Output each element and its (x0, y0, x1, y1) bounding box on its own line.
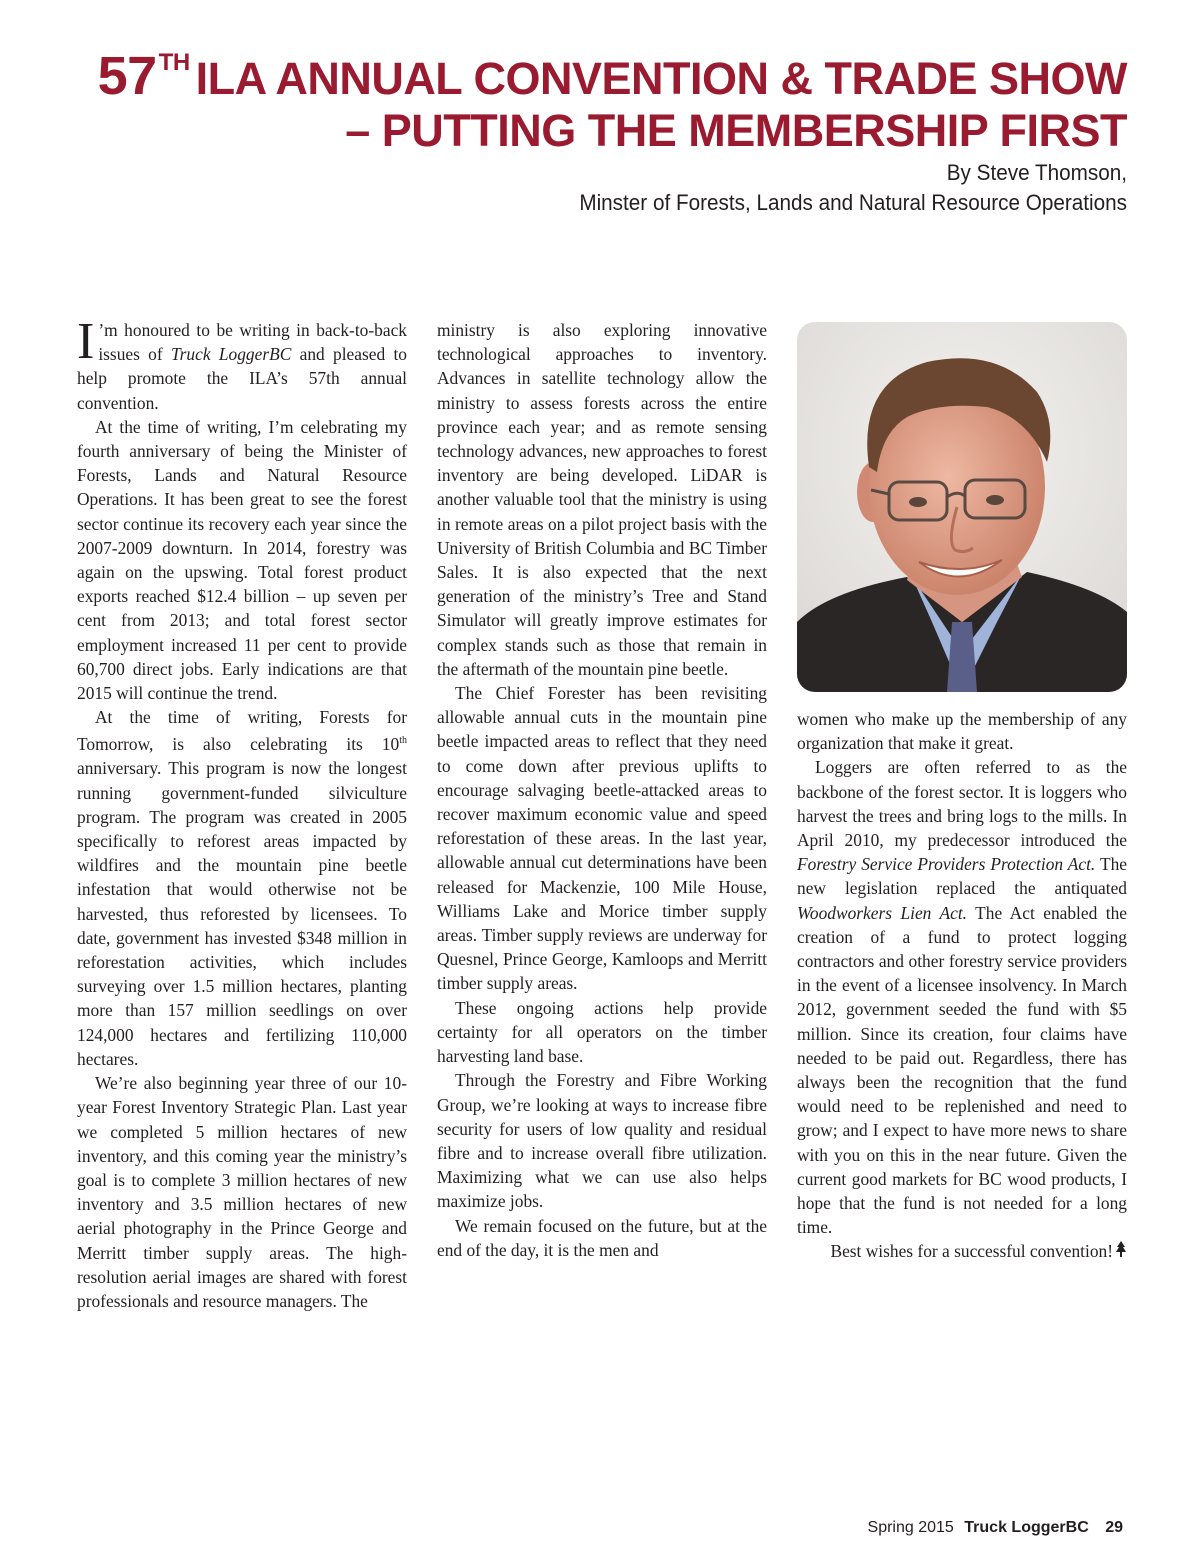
issue-season: Spring 2015 (867, 1519, 954, 1536)
article-title (47, 46, 1127, 157)
legislation-name: Forestry Service Providers Protection Act. (797, 854, 1096, 875)
paragraph-text: anniversary. This program is now the longest running government-funded silviculture program. The program was created in 2005 specifically to reforest areas impacted by wildfires and the mountain pine beetle infestation that would otherwise not be harvested, thus reforested by licensees. To date, government has invested $348 million in reforestation activities, which includes surveying over 1.5 million hectares, planting more than 157 million seedlings on over 124,000 hectares and fertilizing 110,000 hectares. (77, 758, 407, 1069)
superscript: th (399, 735, 407, 747)
article-column-3 (797, 707, 1127, 1264)
paragraph: Through the Forestry and Fibre Working Group, we’re looking at ways to increase fibre security for users of low quality and residual fibre and to increase overall fibre utilization. Maximizing what we can use also helps maximize jobs. (437, 1070, 767, 1212)
tree-icon (1115, 1239, 1127, 1263)
portrait-illustration (797, 322, 1127, 692)
title-superscript: TH (158, 49, 190, 76)
page-footer (868, 1519, 1123, 1537)
page-number: 29 (1105, 1519, 1123, 1536)
magazine-name: Truck LoggerBC (170, 344, 292, 365)
byline-role: Minster of Forests, Lands and Natural Resource Operations (579, 190, 1127, 215)
paragraph (77, 705, 407, 1071)
title-line-2: – PUTTING THE MEMBERSHIP FIRST (345, 105, 1127, 156)
paragraph (77, 313, 407, 415)
byline (391, 158, 1127, 218)
paragraph: We’re also beginning year three of our 10-year Forest Inventory Strategic Plan. Last year we completed 5 million hectares of new inventory, and this coming year the ministry’s goal is to complete 3 million hectares of new inventory and 3.5 million hectares of new aerial photography in the Prince George and Merritt timber supply areas. The high-resolution aerial images are shared with forest professionals and resource managers. The (77, 1073, 407, 1311)
byline-author: By Steve Thomson, (946, 160, 1127, 185)
paragraph (797, 755, 1127, 1239)
paragraph: women who make up the membership of any organization that make it great. (797, 709, 1127, 754)
paragraph: We remain focused on the future, but at the end of the day, it is the men and (437, 1215, 767, 1260)
closing-text: Best wishes for a successful convention! (830, 1241, 1113, 1262)
drop-cap: I (77, 313, 95, 370)
title-number: 57 (97, 46, 157, 106)
title-line-1 (97, 46, 1127, 106)
closing-line (797, 1239, 1127, 1263)
legislation-name: Woodworkers Lien Act. (797, 902, 968, 923)
article-column-1 (77, 313, 407, 1313)
paragraph: ministry is also exploring innovative technological approaches to inventory. Advances in satellite technology allow the ministry to assess forests across the entire province each year; and as remote sensing technology advances, new approaches to forest inventory are being developed. LiDAR is another valuable tool that the ministry is using in remote areas on a pilot project basis with the University of British Columbia and BC Timber Sales. It is also expected that the next generation of the ministry’s Tree and Stand Simulator will greatly improve estimates for complex stands such as those that remain in the aftermath of the mountain pine beetle. (437, 320, 767, 679)
title-line-1-text: ILA ANNUAL CONVENTION & TRADE SHOW (195, 53, 1127, 104)
paragraph-text: ’m honoured to be writing in back-to-back issues of (98, 320, 407, 365)
paragraph-text: At the time of writing, Forests for Tomorrow, is also celebrating its 10 (77, 707, 407, 755)
paragraph: At the time of writing, I’m celebrating my fourth anniversary of being the Minister of Forests, Lands and Natural Resource Operations. It has been great to see the forest sector continue its recovery each year since the 2007-2009 downturn. In 2014, forestry was again on the upswing. Total forest product exports reached $12.4 billion – up seven per cent from 2013; and total forest sector employment increased 11 per cent to provide 60,700 direct jobs. Early indications are that 2015 will continue the trend. (77, 416, 407, 704)
magazine-title: Truck LoggerBC (964, 1519, 1089, 1536)
paragraph-text: and pleased to help promote the ILA’s 57th annual convention. (77, 344, 407, 413)
paragraph: These ongoing actions help provide certainty for all operators on the timber harvesting land base. (437, 997, 767, 1067)
paragraph-text: The new legislation replaced the antiquated (797, 854, 1127, 899)
paragraph-text: The Act enabled the creation of a fund to protect logging contractors and other forestry service providers in the event of a licensee insolvency. In March 2012, government seeded the fund with $5 million. Since its creation, four claims have needed to be paid out. Regardless, there has always been the recognition that the fund would need to be replenished and need to grow; and I expect to have more news to share with you on this in the near future. Given the current good markets for BC wood products, I hope that the fund is not needed for a long time. (797, 902, 1127, 1238)
author-photo (797, 322, 1127, 692)
paragraph: The Chief Forester has been revisiting allowable annual cuts in the mountain pine beetle impacted areas to reflect that they need to come down after previous uplifts to encourage salvaging beetle-attacked areas to recover maximum economic value and speed reforestation of these areas. In the last year, allowable annual cut determinations have been released for Mackenzie, 100 Mile House, Williams Lake and Morice timber supply areas. Timber supply reviews are underway for Quesnel, Prince George, Kamloops and Merritt timber supply areas. (437, 683, 767, 994)
paragraph-text: Loggers are often referred to as the backbone of the forest sector. It is loggers who harvest the trees and bring logs to the mills. In April 2010, my predecessor introduced the (797, 757, 1127, 851)
article-column-2 (437, 318, 767, 1262)
